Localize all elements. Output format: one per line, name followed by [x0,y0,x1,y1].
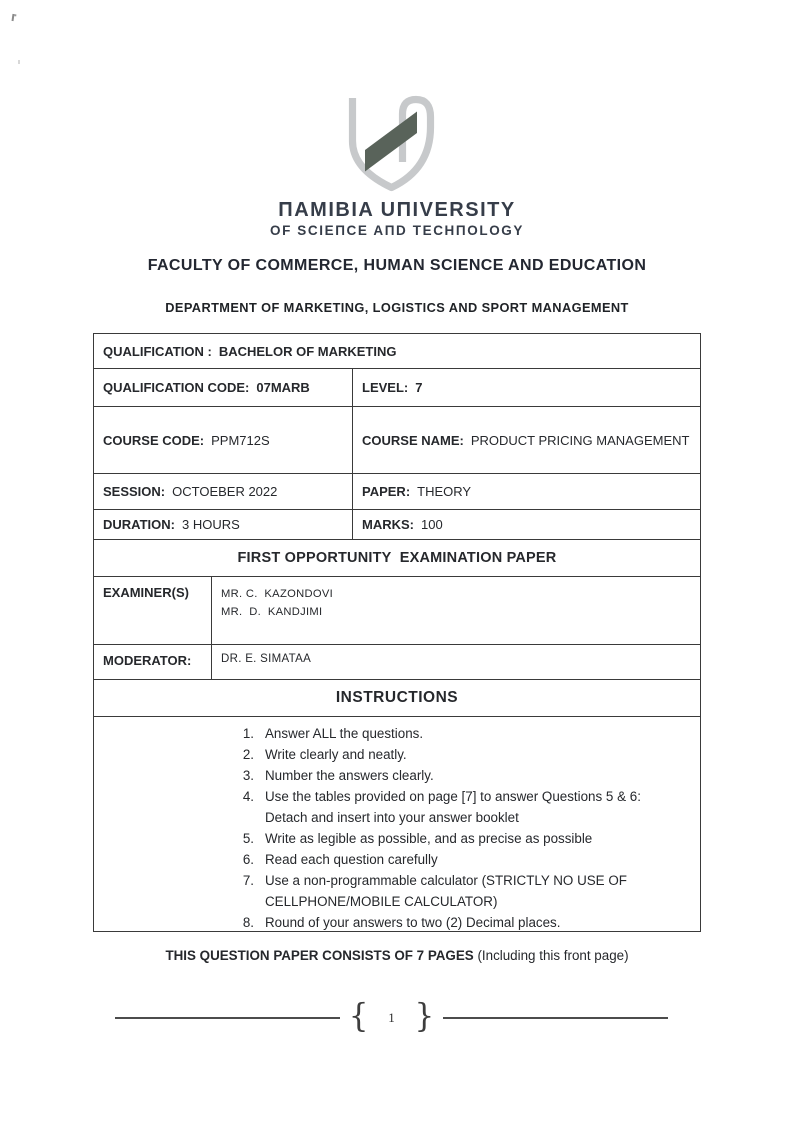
examiner-name: MR. C. KAZONDOVI [221,588,334,600]
qualification-label: QUALIFICATION : [103,343,212,359]
qualification-code-value: 07MARB [256,380,310,395]
scan-artifact [12,14,15,21]
nust-shield-logo-icon [345,93,460,198]
instruction-item [232,786,662,828]
instruction-number: 6. [242,852,254,867]
paper-cell [352,474,700,509]
course-code-cell [94,407,352,473]
wordmark-line1: ΠAMIBIA UΠIVERSITY [278,199,516,221]
examiners-names-cell [211,577,700,644]
table-row-course [94,406,700,473]
faculty-heading: FACULTY OF COMMERCE, HUMAN SCIENCE AND EDUCATION [147,257,647,274]
instruction-number: 2. [242,747,254,762]
page-count-note-bold: THIS QUESTION PAPER CONSISTS OF 7 PAGES [165,948,474,963]
qualification-code-label: QUALIFICATION CODE: [103,380,250,395]
level-value: 7 [415,380,423,395]
paper-value: THEORY [417,484,472,499]
left-brace-glyph: { [348,997,369,1035]
instruction-text: Round of your answers to two (2) Decimal places. [265,915,561,930]
instruction-item [232,912,662,933]
wordmark-line2: OF SCIEΠCE AΠD TECHΠOLOGY [269,223,524,238]
moderator-label-cell [94,645,211,679]
moderator-name: DR. E. SIMATAA [221,653,312,665]
duration-value: 3 HOURS [181,517,240,532]
marks-value: 100 [421,517,443,532]
page-count-note-regular: (Including this front page) [473,948,629,963]
course-code-label: COURSE CODE: [103,432,205,448]
course-code-value: PPM712S [211,432,270,448]
moderator-name-cell [211,645,700,679]
instruction-item [232,828,662,849]
level-label: LEVEL: [362,380,409,395]
qualification-cell [94,334,700,368]
examiner-name: MR. D. KANDJIMI [221,606,323,618]
instruction-text: Use the tables provided on page [7] to answer Questions 5 & 6: Detach and insert into your answer booklet [265,789,641,825]
instruction-item [232,744,662,765]
footer-rule-left [115,1017,340,1019]
course-name-label: COURSE NAME: [362,432,464,448]
instruction-number: 3. [242,768,254,783]
duration-cell [94,510,352,539]
marks-label: MARKS: [362,517,414,532]
page-number: 1 [388,1010,395,1025]
instruction-item [232,849,662,870]
exam-info-table [93,333,701,932]
footer-rule-right [443,1017,668,1019]
instruction-item [232,723,662,744]
course-name-cell [352,407,700,473]
table-row-instructions-title [94,679,700,716]
session-label: SESSION: [103,484,166,499]
instruction-item [232,765,662,786]
examiners-label-cell [94,577,211,644]
table-row-banner [94,539,700,576]
instruction-text: Write as legible as possible, and as precise as possible [265,831,593,846]
exam-banner-title: FIRST OPPORTUNITY EXAMINATION PAPER [237,550,557,566]
instruction-number: 8. [242,915,254,930]
instruction-number: 5. [242,831,254,846]
instructions-title: INSTRUCTIONS [335,689,459,706]
instructions-list [94,717,700,933]
table-row-qualification-code [94,368,700,406]
table-row-instructions-list [94,716,700,931]
session-value: OCTOEBER 2022 [172,484,278,499]
table-row-session [94,473,700,509]
table-row-examiners [94,576,700,644]
level-cell [352,369,700,406]
instruction-item [232,870,662,912]
department-heading: DEPARTMENT OF MARKETING, LOGISTICS AND SPORT MANAGEMENT [165,300,629,315]
page-number-footer [115,996,668,1040]
qualification-code-cell [94,369,352,406]
qualification-value: BACHELOR OF MARKETING [218,343,397,359]
scan-artifact [18,60,20,64]
examiners-label: EXAMINER(S) [103,585,189,600]
instruction-number: 7. [242,873,254,888]
table-row-moderator [94,644,700,679]
duration-label: DURATION: [103,517,175,532]
instruction-number: 4. [242,789,254,804]
page-count-note [0,948,794,963]
diagonal-band [365,112,417,172]
moderator-label: MODERATOR: [103,653,192,668]
university-wordmark [0,199,794,240]
marks-cell [352,510,700,539]
instruction-text: Use a non-programmable calculator (STRICTLY NO USE OF CELLPHONE/MOBILE CALCULATOR) [265,873,627,909]
course-name-value: PRODUCT PRICING MANAGEMENT [470,432,690,448]
table-row-duration [94,509,700,539]
instruction-text: Read each question carefully [265,852,438,867]
session-cell [94,474,352,509]
instruction-text: Number the answers clearly. [265,768,434,783]
instruction-text: Write clearly and neatly. [265,747,407,762]
paper-label: PAPER: [362,484,411,499]
instruction-text: Answer ALL the questions. [265,726,424,741]
table-row-qualification [94,334,700,368]
right-brace-glyph: } [414,997,435,1035]
instruction-number: 1. [242,726,254,741]
